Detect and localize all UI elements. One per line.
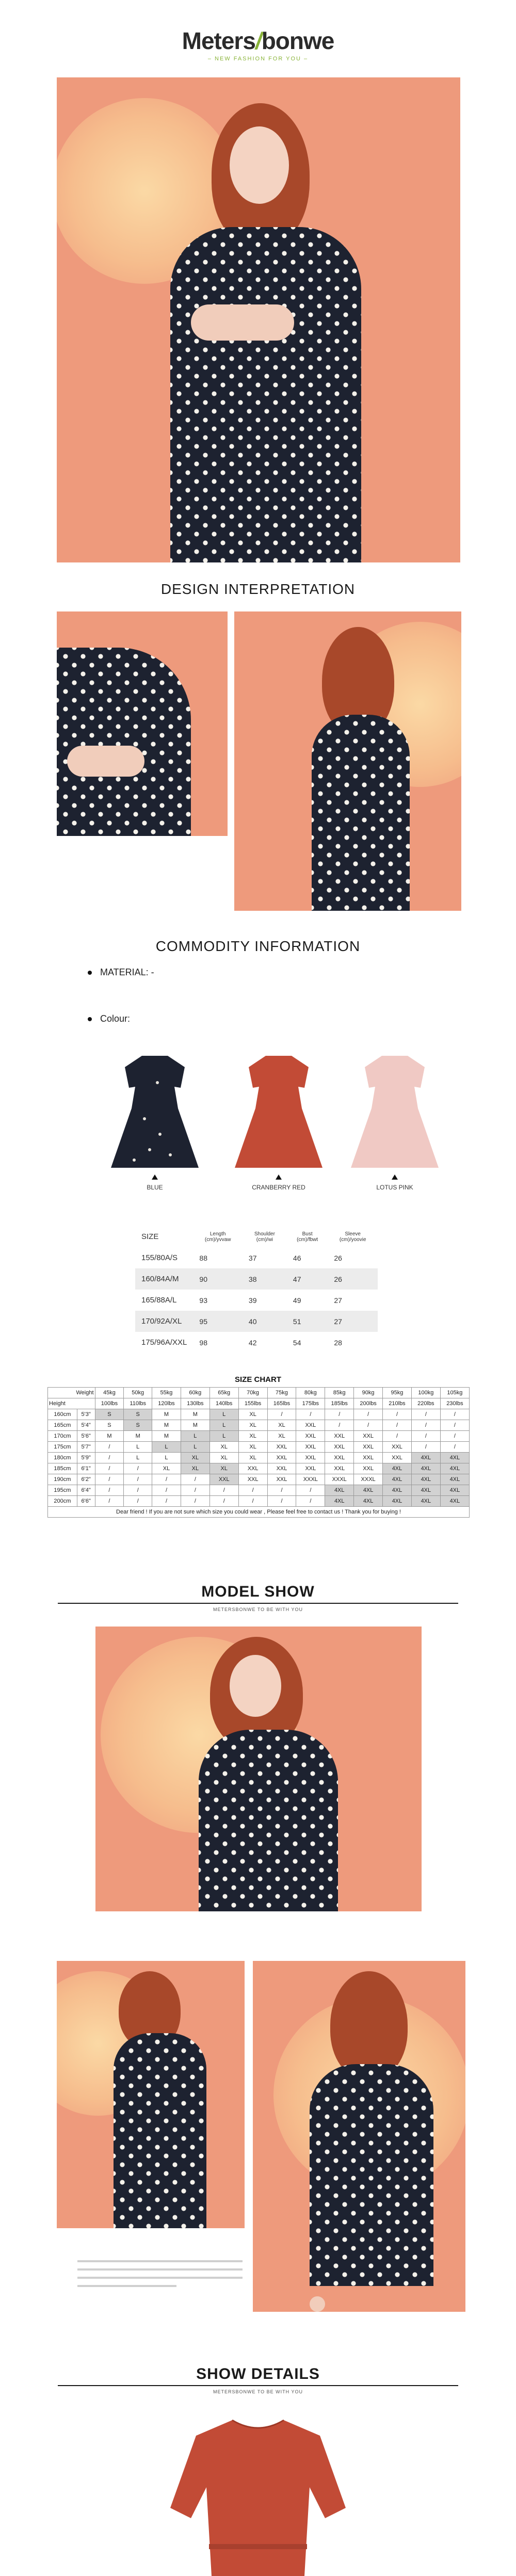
size-chart-cell: / xyxy=(411,1420,440,1431)
weight-kg-cell: 60kg xyxy=(181,1388,209,1398)
size-chart-cell: M xyxy=(181,1409,209,1420)
size-chart-cell: XXL xyxy=(238,1463,267,1474)
size-cell: 170/92A/XL xyxy=(135,1311,193,1332)
size-chart-cell: XXXL xyxy=(354,1474,383,1485)
weight-kg-cell: 45kg xyxy=(95,1388,124,1398)
weight-kg-cell: 70kg xyxy=(238,1388,267,1398)
size-chart-cell: / xyxy=(181,1485,209,1496)
size-chart-cell: XXL xyxy=(325,1453,354,1463)
size-chart-cell: 4XL xyxy=(411,1463,440,1474)
section-title-show-details: SHOW DETAILS xyxy=(196,2365,320,2382)
detail-sleeve-photo xyxy=(57,611,228,836)
color-name: CRANBERRY RED xyxy=(252,1184,305,1191)
size-chart-cell: XL xyxy=(209,1442,238,1453)
bullet-icon xyxy=(88,971,92,975)
size-chart-cell: M xyxy=(181,1420,209,1431)
size-chart-cell: 4XL xyxy=(440,1496,469,1507)
chart-row xyxy=(48,1442,470,1453)
size-chart-cell: / xyxy=(267,1409,296,1420)
color-swatch-pink xyxy=(333,1052,457,1173)
weight-lbs-cell: 200lbs xyxy=(354,1398,383,1409)
model-dress-5 xyxy=(310,2064,433,2286)
size-chart-cell: XXL xyxy=(383,1442,412,1453)
chart-row xyxy=(48,1485,470,1496)
material-row xyxy=(88,967,154,978)
size-chart-cell: XL xyxy=(209,1463,238,1474)
bust-cell: 47 xyxy=(287,1268,328,1290)
triangle-up-icon xyxy=(152,1174,158,1180)
brand-logo xyxy=(0,27,516,55)
weight-kg-cell: 65kg xyxy=(209,1388,238,1398)
model-dress xyxy=(170,227,361,562)
bullet-icon xyxy=(88,1017,92,1021)
height-cm-cell: 175cm xyxy=(48,1442,77,1453)
height-cm-cell: 165cm xyxy=(48,1420,77,1431)
size-cell: 160/84A/M xyxy=(135,1268,193,1290)
size-table xyxy=(135,1226,378,1353)
size-chart-cell: / xyxy=(383,1409,412,1420)
weight-kg-cell: 55kg xyxy=(152,1388,181,1398)
model-dress-4 xyxy=(114,2033,206,2228)
size-chart-cell: / xyxy=(209,1496,238,1507)
text-line xyxy=(77,2277,243,2279)
chart-row xyxy=(48,1420,470,1431)
size-chart-cell: L xyxy=(152,1453,181,1463)
chart-row xyxy=(48,1496,470,1507)
chart-row xyxy=(48,1409,470,1420)
shoulder-cell: 37 xyxy=(243,1247,287,1268)
size-chart-cell: L xyxy=(124,1453,152,1463)
size-chart-cell: / xyxy=(267,1496,296,1507)
color-caption-blue xyxy=(93,1174,217,1191)
size-chart-note: Dear friend ! If you are not sure which size you could wear , Please feel free to contact us ! Thank you for buying ! xyxy=(48,1507,470,1518)
size-chart-cell: / xyxy=(411,1431,440,1442)
height-ft-cell: 6'6" xyxy=(77,1496,95,1507)
weight-lbs-cell: 220lbs xyxy=(411,1398,440,1409)
size-cell: 175/96A/XXL xyxy=(135,1332,193,1353)
chart-row xyxy=(48,1431,470,1442)
model-back-photo xyxy=(57,1961,245,2228)
weight-kg-cell: 50kg xyxy=(124,1388,152,1398)
height-ft-cell: 6'2" xyxy=(77,1474,95,1485)
size-chart-cell: / xyxy=(238,1496,267,1507)
size-chart-cell: XL xyxy=(267,1420,296,1431)
model-description-lines xyxy=(77,2260,243,2293)
shoulder-cell: 38 xyxy=(243,1268,287,1290)
model-dress-3 xyxy=(199,1730,338,1911)
size-chart-cell: XXXL xyxy=(325,1474,354,1485)
size-chart-cell: XL xyxy=(209,1453,238,1463)
size-row xyxy=(135,1268,378,1290)
size-chart-cell: 4XL xyxy=(354,1485,383,1496)
bust-cell: 46 xyxy=(287,1247,328,1268)
weight-kg-cell: 90kg xyxy=(354,1388,383,1398)
size-chart-title: SIZE CHART xyxy=(235,1375,281,1384)
size-chart-cell: / xyxy=(124,1474,152,1485)
size-chart-cell: / xyxy=(440,1409,469,1420)
size-chart-cell: 4XL xyxy=(411,1496,440,1507)
size-chart-cell: / xyxy=(354,1420,383,1431)
chart-row xyxy=(48,1453,470,1463)
size-chart-cell: / xyxy=(95,1453,124,1463)
size-chart-cell: / xyxy=(354,1409,383,1420)
size-chart-cell: / xyxy=(152,1474,181,1485)
size-chart-cell: XXL xyxy=(209,1474,238,1485)
size-chart-cell: L xyxy=(209,1431,238,1442)
size-chart-cell: S xyxy=(95,1420,124,1431)
weight-lbs-cell: 130lbs xyxy=(181,1398,209,1409)
size-chart-cell: / xyxy=(95,1485,124,1496)
size-chart-cell: L xyxy=(124,1442,152,1453)
size-chart-cell: XL xyxy=(181,1463,209,1474)
size-chart-cell: M xyxy=(152,1420,181,1431)
section-subtitle-model-show: METERSBONWE TO BE WITH YOU xyxy=(213,1607,303,1612)
size-chart-cell: 4XL xyxy=(383,1474,412,1485)
size-chart-cell: XXL xyxy=(383,1453,412,1463)
color-caption-pink xyxy=(333,1174,457,1191)
brand-name-left: Meters xyxy=(182,27,255,54)
text-line xyxy=(77,2268,243,2271)
height-ft-cell: 5'6" xyxy=(77,1431,95,1442)
triangle-up-icon xyxy=(276,1174,282,1180)
size-chart-cell: 4XL xyxy=(411,1453,440,1463)
size-chart-cell: XXL xyxy=(296,1431,325,1442)
size-chart-cell: 4XL xyxy=(440,1463,469,1474)
section-rule xyxy=(58,1603,458,1604)
model-dress-2 xyxy=(312,715,410,911)
size-chart-cell: / xyxy=(152,1485,181,1496)
size-row xyxy=(135,1332,378,1353)
triangle-up-icon xyxy=(392,1174,398,1180)
chart-note-row xyxy=(48,1507,470,1518)
size-chart-cell: XL xyxy=(238,1453,267,1463)
size-chart-cell: / xyxy=(238,1485,267,1496)
size-chart-cell: / xyxy=(440,1431,469,1442)
weight-lbs-cell: 120lbs xyxy=(152,1398,181,1409)
size-chart-cell: XXL xyxy=(354,1453,383,1463)
height-ft-cell: 6'4" xyxy=(77,1485,95,1496)
hero-photo xyxy=(57,77,460,562)
weight-lbs-cell: 155lbs xyxy=(238,1398,267,1409)
height-cm-cell: 185cm xyxy=(48,1463,77,1474)
size-chart-cell: XL xyxy=(152,1463,181,1474)
size-chart-cell: M xyxy=(152,1431,181,1442)
dress-pink-icon xyxy=(333,1052,457,1170)
size-chart-cell: XXXL xyxy=(296,1474,325,1485)
size-chart-cell: S xyxy=(124,1409,152,1420)
height-ft-cell: 5'4" xyxy=(77,1420,95,1431)
weight-lbs-cell: 210lbs xyxy=(383,1398,412,1409)
size-chart-cell: XXL xyxy=(267,1453,296,1463)
size-chart-cell: 4XL xyxy=(383,1485,412,1496)
size-chart-cell: XXL xyxy=(296,1453,325,1463)
size-chart-cell: / xyxy=(440,1442,469,1453)
weight-kg-cell: 95kg xyxy=(383,1388,412,1398)
dress-blue-icon xyxy=(93,1052,217,1170)
size-chart-cell: S xyxy=(124,1420,152,1431)
model-face-3 xyxy=(230,1655,281,1717)
size-cell: 165/88A/L xyxy=(135,1290,193,1311)
size-chart-cell: / xyxy=(95,1463,124,1474)
length-cell: 95 xyxy=(193,1311,243,1332)
weight-lbs-cell: 230lbs xyxy=(440,1398,469,1409)
sleeve-header: Sleeve (cm)/yoovie xyxy=(328,1226,378,1247)
size-chart-cell: / xyxy=(95,1496,124,1507)
size-chart-cell: M xyxy=(124,1431,152,1442)
color-swatch-red xyxy=(217,1052,341,1173)
chart-weight-lbs-row xyxy=(48,1398,470,1409)
length-cell: 98 xyxy=(193,1332,243,1353)
size-chart-cell: / xyxy=(124,1463,152,1474)
height-ft-cell: 5'3" xyxy=(77,1409,95,1420)
size-chart-cell: 4XL xyxy=(440,1474,469,1485)
size-chart-cell: 4XL xyxy=(411,1485,440,1496)
size-chart-cell: / xyxy=(95,1442,124,1453)
size-chart-cell: / xyxy=(209,1485,238,1496)
size-chart-cell: XXL xyxy=(296,1420,325,1431)
size-chart-cell: / xyxy=(152,1496,181,1507)
chart-row xyxy=(48,1474,470,1485)
model-hair-5 xyxy=(330,1971,408,2080)
weight-label: Weight xyxy=(48,1388,95,1398)
brand-slash: / xyxy=(255,27,262,54)
height-cm-cell: 200cm xyxy=(48,1496,77,1507)
size-chart-cell: XL xyxy=(238,1420,267,1431)
model-face xyxy=(230,126,289,204)
size-chart-cell: L xyxy=(209,1409,238,1420)
size-chart-cell: / xyxy=(411,1442,440,1453)
size-chart-cell: / xyxy=(411,1409,440,1420)
bust-cell: 49 xyxy=(287,1290,328,1311)
size-chart-cell: XXL xyxy=(238,1474,267,1485)
shoulder-cell: 40 xyxy=(243,1311,287,1332)
size-chart-cell: XL xyxy=(181,1453,209,1463)
weight-kg-cell: 75kg xyxy=(267,1388,296,1398)
size-chart-cell: XXL xyxy=(354,1431,383,1442)
length-cell: 90 xyxy=(193,1268,243,1290)
size-chart-cell: L xyxy=(181,1431,209,1442)
size-chart-cell: 4XL xyxy=(411,1474,440,1485)
size-chart-cell: 4XL xyxy=(325,1496,354,1507)
shoulder-cell: 42 xyxy=(243,1332,287,1353)
height-cm-cell: 180cm xyxy=(48,1453,77,1463)
brand-name-right: bonwe xyxy=(261,27,334,54)
size-chart-cell: S xyxy=(95,1409,124,1420)
model-front-photo xyxy=(95,1627,422,1911)
text-line xyxy=(77,2260,243,2262)
size-chart-cell: XXL xyxy=(354,1442,383,1453)
dress-red-icon xyxy=(217,1052,341,1170)
size-chart-cell: / xyxy=(296,1496,325,1507)
section-rule-2 xyxy=(58,2385,458,2386)
weight-kg-cell: 105kg xyxy=(440,1388,469,1398)
size-chart-cell: / xyxy=(296,1409,325,1420)
size-row xyxy=(135,1311,378,1332)
size-chart-cell: XL xyxy=(238,1442,267,1453)
size-chart-cell: L xyxy=(181,1442,209,1453)
bust-cell: 51 xyxy=(287,1311,328,1332)
chart-row xyxy=(48,1463,470,1474)
color-name: LOTUS PINK xyxy=(376,1184,413,1191)
color-swatch-blue xyxy=(93,1052,217,1173)
size-chart-cell: M xyxy=(152,1409,181,1420)
weight-lbs-cell: 165lbs xyxy=(267,1398,296,1409)
detail-red-dress xyxy=(170,2415,346,2576)
model-side-photo xyxy=(253,1961,465,2312)
size-chart-cell: 4XL xyxy=(354,1496,383,1507)
shoulder-header: Shoulder (cm)/wi xyxy=(243,1226,287,1247)
weight-lbs-cell: 175lbs xyxy=(296,1398,325,1409)
size-chart-cell: / xyxy=(124,1496,152,1507)
size-chart-cell: XL xyxy=(238,1409,267,1420)
size-chart-cell: 4XL xyxy=(440,1453,469,1463)
text-line xyxy=(77,2285,176,2287)
size-row xyxy=(135,1247,378,1268)
sleeve-cell: 26 xyxy=(328,1268,378,1290)
height-cm-cell: 160cm xyxy=(48,1409,77,1420)
side-pose-photo xyxy=(234,611,461,911)
detail-hand xyxy=(67,746,144,777)
size-header: SIZE xyxy=(135,1226,193,1247)
shoulder-cell: 39 xyxy=(243,1290,287,1311)
size-chart-cell: 4XL xyxy=(325,1485,354,1496)
size-chart-cell: L xyxy=(209,1420,238,1431)
size-chart-cell: XXL xyxy=(354,1463,383,1474)
size-chart-cell: XL xyxy=(238,1431,267,1442)
size-chart-cell: / xyxy=(325,1420,354,1431)
size-row xyxy=(135,1290,378,1311)
length-cell: 93 xyxy=(193,1290,243,1311)
height-ft-cell: 5'7" xyxy=(77,1442,95,1453)
height-ft-cell: 6'1" xyxy=(77,1463,95,1474)
size-chart-cell: 4XL xyxy=(383,1496,412,1507)
length-header: Length (cm)/yvvaw xyxy=(193,1226,243,1247)
weight-lbs-cell: 110lbs xyxy=(124,1398,152,1409)
brand-tagline: – NEW FASHION FOR YOU – xyxy=(207,56,309,62)
size-cell: 155/80A/S xyxy=(135,1247,193,1268)
model-arm-5 xyxy=(310,2296,325,2312)
size-chart-cell: XXL xyxy=(267,1463,296,1474)
size-chart-cell: XXL xyxy=(267,1442,296,1453)
size-chart-cell: XXL xyxy=(325,1442,354,1453)
sleeve-cell: 28 xyxy=(328,1332,378,1353)
height-cm-cell: 195cm xyxy=(48,1485,77,1496)
size-chart-cell: / xyxy=(325,1409,354,1420)
size-chart-cell: / xyxy=(181,1496,209,1507)
bust-header: Bust (cm)/fbwt xyxy=(287,1226,328,1247)
height-cm-cell: 190cm xyxy=(48,1474,77,1485)
sleeve-fabric xyxy=(57,648,191,836)
sleeve-cell: 27 xyxy=(328,1311,378,1332)
sleeve-cell: 27 xyxy=(328,1290,378,1311)
weight-lbs-cell: 140lbs xyxy=(209,1398,238,1409)
size-chart-cell: / xyxy=(124,1485,152,1496)
size-chart-cell: L xyxy=(152,1442,181,1453)
weight-kg-cell: 100kg xyxy=(411,1388,440,1398)
size-chart-table xyxy=(47,1387,470,1518)
weight-kg-cell: 85kg xyxy=(325,1388,354,1398)
section-title-model-show: MODEL SHOW xyxy=(201,1583,315,1600)
sleeve-cell: 26 xyxy=(328,1247,378,1268)
section-subtitle-show-details: METERSBONWE TO BE WITH YOU xyxy=(213,2389,303,2394)
height-label: Height xyxy=(48,1398,95,1409)
weight-lbs-cell: 100lbs xyxy=(95,1398,124,1409)
dress-red-detail-icon xyxy=(170,2415,346,2576)
size-chart-cell: XXL xyxy=(267,1474,296,1485)
section-title-commodity: COMMODITY INFORMATION xyxy=(155,938,361,954)
size-chart-cell: XXL xyxy=(296,1442,325,1453)
size-chart-cell: / xyxy=(383,1431,412,1442)
color-caption-red xyxy=(217,1174,341,1191)
weight-lbs-cell: 185lbs xyxy=(325,1398,354,1409)
colour-row xyxy=(88,1013,130,1024)
color-name: BLUE xyxy=(147,1184,163,1191)
size-chart-cell: XXL xyxy=(296,1463,325,1474)
length-cell: 88 xyxy=(193,1247,243,1268)
size-chart-cell: / xyxy=(296,1485,325,1496)
bust-cell: 54 xyxy=(287,1332,328,1353)
height-ft-cell: 5'9" xyxy=(77,1453,95,1463)
size-chart-cell: / xyxy=(95,1474,124,1485)
size-chart-cell: / xyxy=(440,1420,469,1431)
size-chart-cell: XXL xyxy=(325,1431,354,1442)
size-chart-cell: XXL xyxy=(325,1463,354,1474)
height-cm-cell: 170cm xyxy=(48,1431,77,1442)
chart-weight-kg-row xyxy=(48,1388,470,1398)
colour-label: Colour: xyxy=(100,1013,131,1024)
material-label: MATERIAL: - xyxy=(100,967,154,977)
size-chart-cell: M xyxy=(95,1431,124,1442)
weight-kg-cell: 80kg xyxy=(296,1388,325,1398)
size-chart-cell: XL xyxy=(267,1431,296,1442)
model-arm xyxy=(191,304,294,341)
size-chart-cell: / xyxy=(383,1420,412,1431)
size-chart-cell: / xyxy=(181,1474,209,1485)
size-chart-cell: / xyxy=(267,1485,296,1496)
size-chart-cell: 4XL xyxy=(383,1463,412,1474)
section-title-design: DESIGN INTERPRETATION xyxy=(160,581,356,597)
size-chart-cell: 4XL xyxy=(440,1485,469,1496)
size-table-header xyxy=(135,1226,378,1247)
